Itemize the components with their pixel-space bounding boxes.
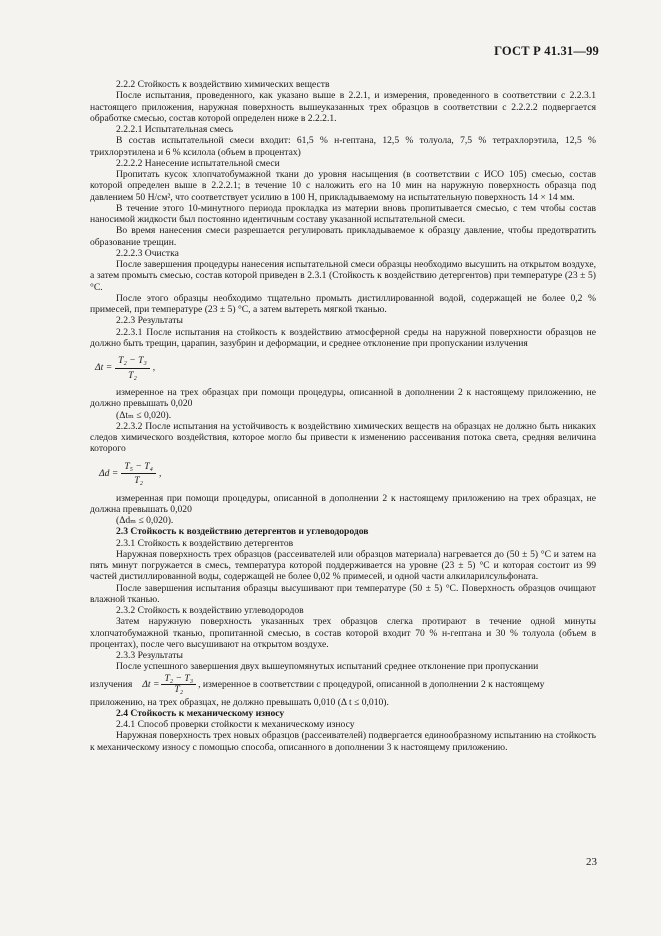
formula-delta-d-fraction (121, 461, 156, 487)
paragraph-r04: 2.3.1 Стойкость к воздействию детергентов (116, 537, 294, 549)
text-block-1 (90, 79, 596, 349)
paragraph-r03: 2.3 Стойкость к воздействию детергентов и углеводородов (116, 526, 369, 538)
paragraph-q03: 2.2.3.2 После испытания на устойчивость к воздействию химических веществ на образцах не должно быть никаких следов химического воздействия, которое могло бы привести к изменению рассеивания потока света, средняя величина которого (90, 420, 596, 455)
formula-delta-d-lhs: Δd = (99, 467, 119, 479)
paragraph-p13: 2.2.3.1 После испытания на стойкость к воздействию атмосферной среды на наружной поверхности образцов не должно быть трещин, царапин, зазубрин и деформации, и среднее отклонение при пропускании излучения (90, 326, 596, 349)
paragraph-p11: После этого образцы необходимо тщательно промыть дистиллированной водой, содержащей не более 0,2 % примесей, при температуре (23 ± 5) °С, а затем вытереть мягкой тканью. (90, 292, 596, 315)
formula-delta-d-numerator: T₅ − T₄ (121, 461, 156, 474)
document-body (90, 79, 596, 753)
paragraph-p08: Во время нанесения смеси разрешается регулировать прикладываемое к образцу давление, чтобы предотвратить образование трещин. (90, 225, 596, 248)
inline-formula-lhs: Δt = (142, 678, 160, 690)
paragraph-s02: 2.4 Стойкость к механическому износу (116, 707, 285, 719)
text-block-3 (90, 493, 596, 673)
inline-formula-post: , измеренное в соответствии с процедурой, описанной в дополнении 2 к настоящему (198, 678, 545, 690)
paragraph-r06: После завершения испытания образцы высушивают при температуре (50 ± 5) °С. Поверхность образцов очищают влажной тканью. (90, 582, 596, 605)
paragraph-r07: 2.3.2 Стойкость к воздействию углеводородов (116, 605, 304, 616)
formula-delta-d-tail: , (158, 467, 162, 479)
paragraph-r01: измеренная при помощи процедуры, описанной в дополнении 2 к настоящему приложению на трех образцах, не должна превышать 0,020 (90, 492, 596, 515)
paragraph-q01: измеренное на трех образцах при помощи процедуры, описанной в дополнении 2 к настоящему приложению, не должно превышать 0,020 (90, 387, 596, 410)
formula-delta-t-numerator: T₂ − T₃ (115, 355, 150, 368)
page-number: 23 (586, 856, 597, 868)
paragraph-r09: 2.3.3 Результаты (116, 650, 183, 661)
paragraph-p01: 2.2.2 Стойкость к воздействию химических веществ (116, 79, 330, 90)
text-block-4 (90, 697, 596, 753)
inline-formula-pre: излучения (90, 678, 133, 690)
formula-delta-t-fraction (115, 355, 150, 381)
inline-formula-fraction (161, 674, 196, 695)
paragraph-p03: 2.2.2.1 Испытательная смесь (116, 124, 234, 135)
paragraph-r05: Наружная поверхность трех образцов (рассеивателей или образцов материала) нагревается до (50 ± 5) °С и затем на пять минут погружается в смесь, температура которой поддерживается на уровне (23 ± 5) °С и которая состоит из 99 частей дистиллированной воды, содержащей не более 0,02 % примесей, и одной части алкиларилсульфоната. (90, 548, 596, 583)
paragraph-p09: 2.2.2.3 Очистка (116, 247, 179, 259)
paragraph-p02: После испытания, проведенного, как указано выше в 2.2.1, и измерения, проведенного в соответствии с 2.2.3.1 настоящего приложения, наружная поверхность вышеуказанных трех образцов в соответствии с 2.2.2.2 подвергается обработке смесью, состав которой определен ниже в 2.2.2.1. (90, 90, 596, 124)
inline-formula-denominator: T₂ (174, 684, 184, 695)
paragraph-p04: В состав испытательной смеси входит: 61,5 % н-гептана, 12,5 % толуола, 7,5 % тетрахлорэтила, 12,5 % трихлорэтилена и 6 % ксилола (объем в процентах) (90, 135, 596, 158)
inline-formula-numerator: T₂ − T₃ (161, 674, 196, 685)
paragraph-q02: (Δtₘ ≤ 0,020). (116, 409, 172, 421)
paragraph-p06: Пропитать кусок хлопчатобумажной ткани до уровня насыщения (в соответствии с ИСО 105) смесью, состав которой определен выше в 2.2.2.1; в течение 10 с наложить его на 10 мин на наружную поверхность образца под давлением 50 Н/см², что соответствует усилию в 100 Н, прикладываемому на испытательную поверхность 14 × 14 мм. (90, 169, 596, 203)
formula-delta-t-denominator: T₂ (128, 369, 137, 381)
paragraph-s03: 2.4.1 Способ проверки стойкости к механическому износу (116, 719, 355, 730)
paragraph-r08: Затем наружную поверхность указанных трех образцов слегка протирают в течение одной минуты хлопчатобумажной тканью, пропитанной смесью, в состав которой входит 70 % н-гептана и 30 % толуола (объем в процентах), после чего высушивают на открытом воздухе. (90, 616, 596, 650)
paragraph-p10: После завершения процедуры нанесения испытательной смеси образцы необходимо высушить на открытом воздухе, а затем промыть смесью, состав которой приведен в 2.3.1 (Стойкость к воздействию детергентов) при температуре (23 ± 5) °С. (90, 259, 596, 293)
paragraph-r02: (Δdₘ ≤ 0,020). (116, 515, 174, 526)
formula-delta-t-tail: , (152, 362, 156, 374)
paragraph-p07: В течение этого 10-минутного периода прокладка из материи вновь пропитывается смесью, с тем чтобы состав наносимой жидкости был постоянно идентичным составу указанной испытательной смеси. (90, 202, 596, 225)
inline-formula-line (90, 673, 596, 697)
text-block-2 (90, 387, 596, 455)
formula-delta-d (92, 457, 596, 491)
formula-delta-t (92, 351, 596, 385)
formula-delta-t-lhs: Δt = (95, 362, 113, 374)
formula-delta-d-denominator: T₂ (134, 475, 143, 486)
document-code-header: ГОСТ Р 41.31—99 (494, 44, 599, 58)
paragraph-s01: приложению, на трех образцах, не должно превышать 0,010 (Δ t ≤ 0,010). (90, 696, 389, 708)
paragraph-p05: 2.2.2.2 Нанесение испытательной смеси (116, 157, 280, 169)
paragraph-p12: 2.2.3 Результаты (116, 315, 183, 327)
paragraph-s04: Наружная поверхность трех новых образцов (рассеивателей) подвергается единообразному испытанию на стойкость к механическому износу с помощью способа, описанного в дополнении 3 к настоящему приложению. (90, 730, 596, 753)
paragraph-r10: После успешного завершения двух вышеупомянутых испытаний среднее отклонение при пропускании (116, 661, 539, 673)
